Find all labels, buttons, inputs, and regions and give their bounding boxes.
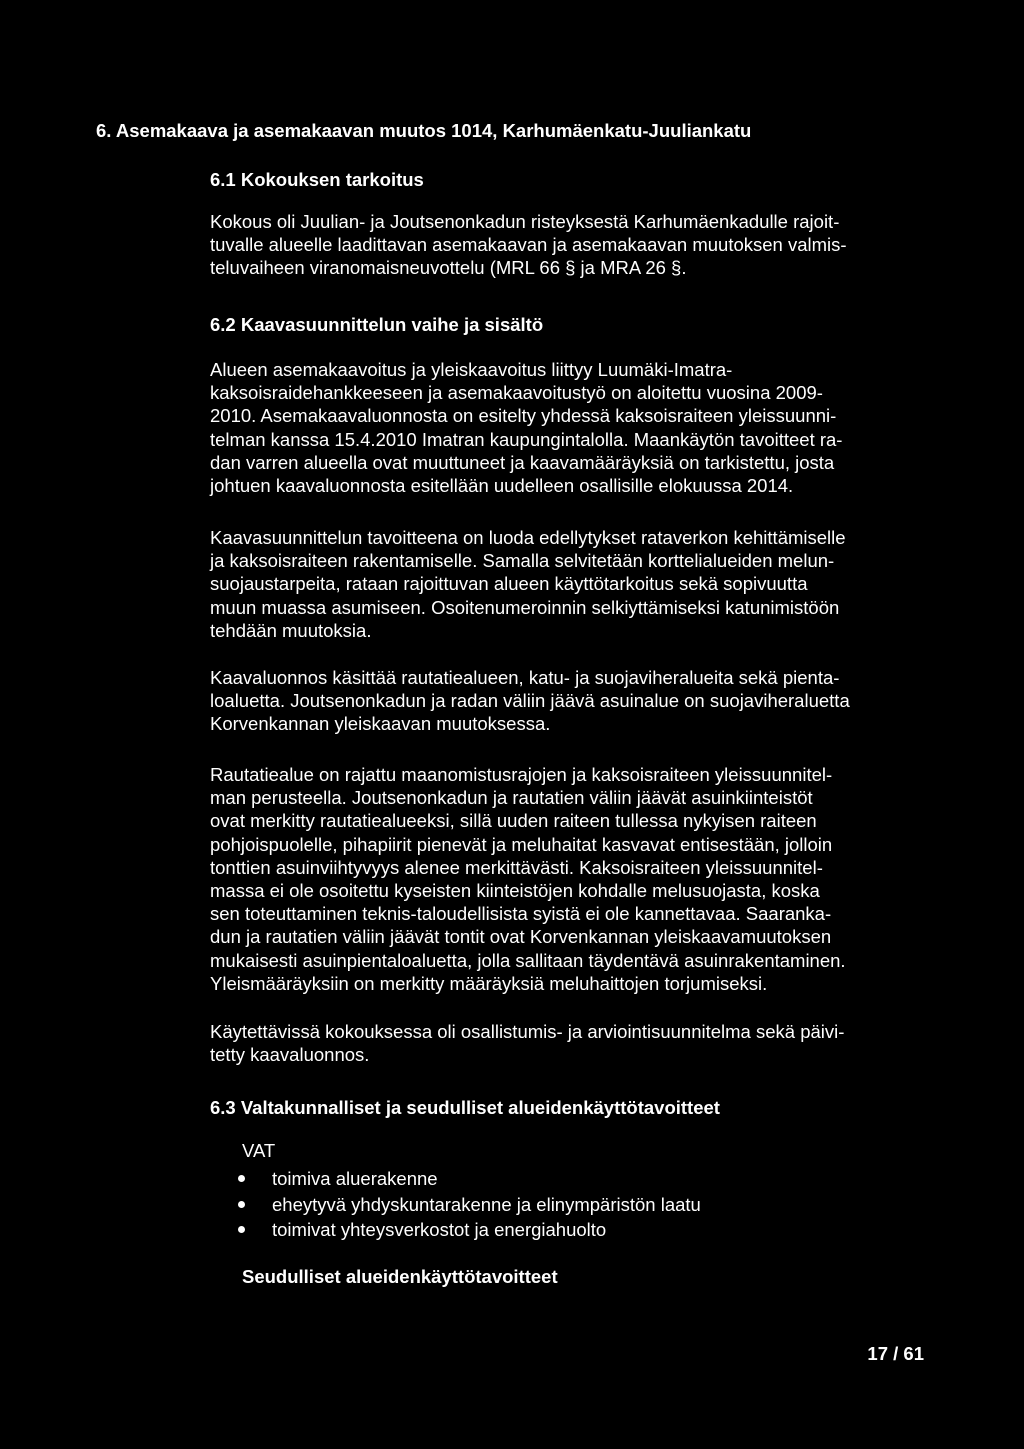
vat-list [236, 1166, 701, 1243]
text-line: tetty kaavaluonnos. [210, 1044, 370, 1066]
section-6-2-paragraph-2 [210, 526, 930, 642]
text-line: dun ja rautatien väliin jäävät tontit ovat Korvenkannan yleiskaavamuutoksen [210, 926, 832, 948]
text-line: Kaavaluonnos käsittää rautatiealueen, katu- ja suojaviheralueita sekä pienta- [210, 667, 840, 688]
vat-heading: VAT [242, 1140, 276, 1161]
bullet-icon [238, 1226, 245, 1233]
section-6-2-paragraph-1 [210, 358, 930, 497]
text-line: tehdään muutoksia. [210, 619, 372, 641]
text-line: ja kaksoisraiteen rakentamiselle. Samalla selvitetään korttelialueiden melun- [210, 550, 835, 572]
section-6-2-paragraph-5 [210, 1020, 930, 1066]
bullet-icon [238, 1201, 245, 1208]
bullet-icon [238, 1175, 245, 1182]
text-line: suojaustarpeita, rataan rajoittuvan alueen käyttötarkoitus sekä sopivuutta [210, 573, 808, 595]
section-6-2-paragraph-3 [210, 666, 930, 736]
section-6-2-title: 6.2 Kaavasuunnittelun vaihe ja sisältö [210, 314, 544, 335]
list-item-text: toimivat yhteysverkostot ja energiahuolto [272, 1219, 607, 1240]
text-line: man perusteella. Joutsenonkadun ja rautatien väliin jäävät asuinkiinteistöt [210, 787, 813, 809]
text-line: Rautatiealue on rajattu maanomistusrajojen ja kaksoisraiteen yleissuunnitel- [210, 764, 833, 785]
text-line: telman kanssa 15.4.2010 Imatran kaupungintalolla. Maankäytön tavoitteet ra- [210, 428, 843, 450]
list-item [236, 1217, 701, 1243]
list-item [236, 1166, 701, 1192]
page-number: 17 / 61 [867, 1343, 924, 1364]
list-item-text: toimiva aluerakenne [272, 1168, 438, 1189]
text-line: Käytettävissä kokouksessa oli osallistumis- ja arviointisuunnitelma sekä päivi- [210, 1021, 845, 1042]
section-6-1-title: 6.1 Kokouksen tarkoitus [210, 169, 424, 190]
text-line: Kaavasuunnittelun tavoitteena on luoda edellytykset rataverkon kehittämiselle [210, 527, 846, 548]
list-item [236, 1192, 701, 1218]
text-line: Yleismääräyksiin on merkitty määräyksiä meluhaittojen torjumiseksi. [210, 972, 768, 994]
section-6-2-paragraph-4 [210, 763, 930, 995]
text-line: johtuen kaavaluonnosta esitellään uudelleen osallisille elokuussa 2014. [210, 475, 794, 497]
text-line: Kokous oli Juulian- ja Joutsenonkadun risteyksestä Karhumäenkadulle rajoit- [210, 211, 840, 232]
text-line: teluvaiheen viranomaisneuvottelu (MRL 66 § ja MRA 26 §. [210, 257, 687, 279]
text-line: tonttien asuinviihtyvyys alenee merkittävästi. Kaksoisraiteen yleissuunnitel- [210, 856, 823, 878]
text-line: 2010. Asemakaavaluonnosta on esitelty yhdessä kaksoisraiteen yleissuunni- [210, 405, 837, 427]
regional-goals-heading: Seudulliset alueidenkäyttötavoitteet [242, 1266, 558, 1287]
text-line: pohjoispuolelle, pihapiirit pienevät ja meluhaitat kasvavat entisestään, jolloin [210, 833, 833, 855]
list-item-text: eheytyvä yhdyskuntarakenne ja elinympäristön laatu [272, 1193, 701, 1215]
text-line: sen toteuttaminen teknis-taloudellisista syistä ei ole kannettavaa. Saaranka- [210, 903, 832, 925]
text-line: Alueen asemakaavoitus ja yleiskaavoitus liittyy Luumäki-Imatra- [210, 359, 733, 380]
text-line: mukaisesti asuinpientaloaluetta, jolla sallitaan täydentävä asuinrakentaminen. [210, 949, 846, 971]
text-line: Korvenkannan yleiskaavan muutoksessa. [210, 713, 551, 735]
section-6-1-paragraph [210, 210, 930, 280]
text-line: kaksoisraidehankkeeseen ja asemakaavoitustyö on aloitettu vuosina 2009- [210, 382, 823, 404]
text-line: dan varren alueella ovat muuttuneet ja kaavamääräyksiä on tarkistettu, josta [210, 451, 835, 473]
text-line: muun muassa asumiseen. Osoitenumeroinnin selkiyttämiseksi katunimistöön [210, 596, 840, 618]
text-line: ovat merkitty rautatiealueeksi, sillä uuden raiteen tullessa nykyisen raiteen [210, 810, 817, 832]
text-line: massa ei ole osoitettu kyseisten kiinteistöjen kohdalle melusuojasta, koska [210, 880, 820, 902]
text-line: tuvalle alueelle laadittavan asemakaavan ja asemakaavan muutoksen valmis- [210, 234, 847, 256]
text-line: loaluetta. Joutsenonkadun ja radan väliin jäävä asuinalue on suojaviheraluetta [210, 690, 850, 712]
section-6-3-title: 6.3 Valtakunnalliset ja seudulliset alueidenkäyttötavoitteet [210, 1097, 720, 1118]
section-6-heading: 6. Asemakaava ja asemakaavan muutos 1014, Karhumäenkatu-Juuliankatu [96, 120, 752, 141]
